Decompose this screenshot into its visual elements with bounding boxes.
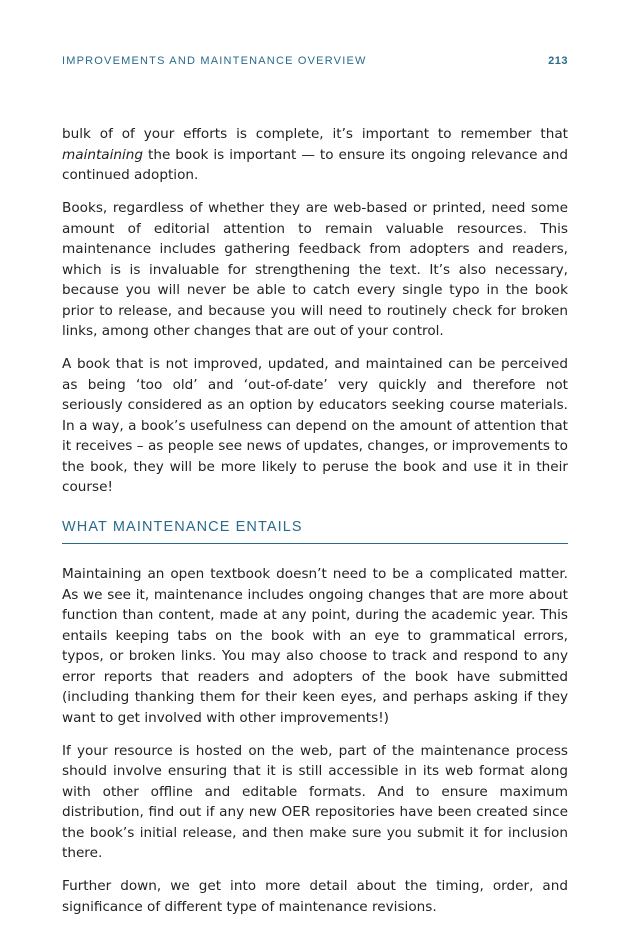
page-number: 213 [548, 55, 568, 67]
paragraph-2: Books, regardless of whether they are web-based or printed, need some amount of editorial attention to remain valuable resources. This maintenance includes gathering feedback from adopters and readers, which is is invaluable for strengthening the text. It’s also necessary, because you will never be able to catch every single typo in the book prior to release, and because you will need to routinely check for broken links, among other changes that are out of your control. [62, 200, 568, 339]
paragraph-1 [62, 124, 568, 186]
paragraph-3: A book that is not improved, updated, and maintained can be perceived as being ‘too old’ and ‘out-of-date’ very quickly and therefore not seriously considered as an option by educators seeking course materials. In a way, a book’s usefulness can depend on the amount of attention that it receives – as people see news of updates, changes, or improvements to the book, they will be more likely to peruse the book and use it in their course! [62, 356, 568, 495]
paragraph-1-start: bulk of of your efforts is complete, it’s important to remember that [62, 126, 568, 142]
running-title: IMPROVEMENTS AND MAINTENANCE OVERVIEW [62, 55, 367, 67]
paragraph-1-end: the book is important — to ensure its ongoing relevance and continued adoption. [62, 146, 568, 183]
paragraph-4: Maintaining an open textbook doesn’t need to be a complicated matter. As we see it, maintenance includes ongoing changes that are more about function than content, made at any point, during the academic year. This entails keeping tabs on the book with an eye to grammatical errors, typos, or broken links. You may also choose to track and respond to any error reports that readers and adopters of the book have submitted (including thanking them for their keen eyes, and perhaps asking if they want to get involved with other improvements!) [62, 566, 568, 726]
emphasis-maintaining: maintaining [62, 146, 144, 163]
paragraph-6: Further down, we get into more detail about the timing, order, and significance of different type of maintenance revisions. [62, 878, 568, 915]
section-heading: WHAT MAINTENANCE ENTAILS [62, 517, 568, 545]
running-header [62, 55, 568, 67]
body-text [62, 124, 568, 917]
paragraph-5: If your resource is hosted on the web, part of the maintenance process should involve ensuring that it is still accessible in its web format along with other offline and editable formats. And to ensure maximum distribution, find out if any new OER repositories have been created since the book’s initial release, and then make sure you submit it for inclusion there. [62, 742, 568, 861]
